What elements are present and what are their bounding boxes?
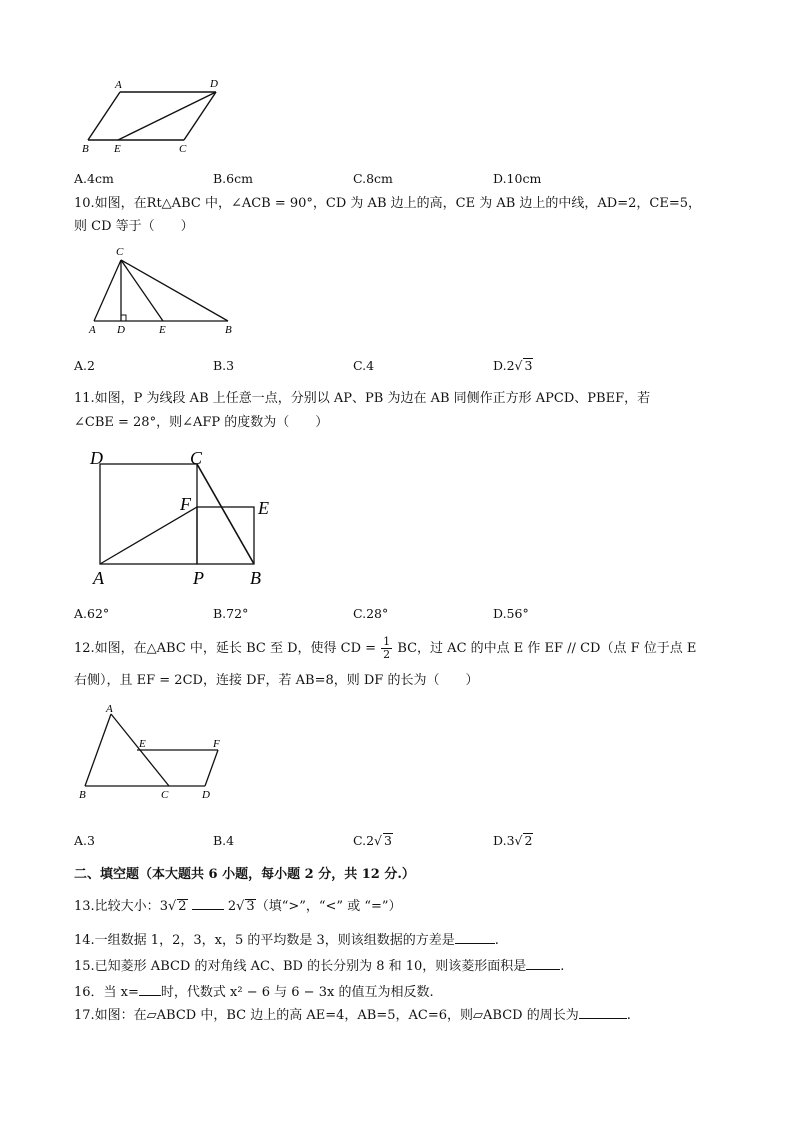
q9-label-a: A: [115, 79, 122, 91]
q13-suffix: （填“>”，“<” 或 “=”）: [255, 899, 402, 914]
q10-label-c: C: [116, 246, 124, 258]
q14-answer-blank[interactable]: [455, 931, 495, 944]
q12-stem-line1: [74, 636, 696, 661]
q11-stem-line1: 11.如图，P 为线段 AB 上任意一点，分别以 AP、PB 为边在 AB 同侧作正方形 APCD、PBEF，若: [74, 391, 651, 406]
q11-segment-cb: [197, 464, 254, 564]
q16-text-a: 16．当 x=: [74, 985, 139, 1000]
q11-label-d: D: [90, 448, 103, 468]
q11-label-p: P: [193, 568, 204, 588]
q12-label-a: A: [106, 703, 113, 715]
q12-figure: [75, 700, 235, 804]
q12-stem-line2: 右侧），且 EF = 2CD，连接 DF，若 AB=8，则 DF 的长为（ ）: [74, 673, 479, 688]
q10-side-cb: [121, 260, 228, 321]
q12-side-ab: [85, 714, 111, 786]
q10-right-angle-mark: [121, 315, 126, 321]
q12-option-d-coef: 3: [506, 833, 515, 848]
q9-figure: [70, 62, 240, 158]
q13-a-radicand: 2: [178, 899, 187, 914]
q10-stem-line2: 则 CD 等于（ ）: [74, 219, 194, 234]
q12-label-c: C: [161, 789, 169, 801]
q12-label-d: D: [202, 789, 210, 801]
q10-side-ac: [94, 260, 121, 321]
q15-end: .: [560, 959, 565, 974]
q10-median-ce: [121, 260, 163, 321]
q11-label-f: F: [180, 494, 191, 514]
q9-label-e: E: [114, 143, 121, 155]
q10-option-c[interactable]: C.4: [353, 358, 375, 373]
q12-option-d-radicand: 2: [524, 833, 533, 848]
q11-option-a[interactable]: A.62°: [74, 606, 110, 621]
section-2-heading: 二、填空题（本大题共 6 小题，每小题 2 分，共 12 分.）: [74, 867, 415, 882]
q10-figure: [80, 243, 250, 335]
q12-option-c-coef: 2: [366, 833, 375, 848]
q13-b-coef: 2: [227, 899, 237, 914]
q13-answer-blank[interactable]: [192, 897, 224, 910]
q10-option-d-radicand: 3: [524, 358, 533, 373]
q9-option-d[interactable]: D.10cm: [493, 171, 542, 186]
q13-stem: 13.比较大小：3√ 2 2√ 3（填“>”，“<” 或 “=”）: [74, 899, 402, 914]
q14-end: .: [494, 933, 499, 948]
q12-stem-line1-b: BC，过 AC 的中点 E 作 EF // CD（点 F 位于点 E: [397, 641, 697, 656]
q9-label-b: B: [82, 143, 89, 155]
q12-label-e: E: [139, 738, 146, 750]
q10-label-a: A: [89, 324, 96, 335]
q16-text-b: 时，代数式 x² − 6 与 6 − 3x 的值互为相反数.: [160, 985, 434, 1000]
q9-option-b[interactable]: B.6cm: [213, 171, 253, 186]
q12-option-d[interactable]: D.3√ 2: [493, 833, 533, 848]
q17-answer-blank[interactable]: [579, 1006, 627, 1019]
q12-option-c[interactable]: C.2√ 3: [353, 833, 392, 848]
q12-fraction-numerator: 1: [383, 635, 391, 648]
q16-stem: [74, 983, 434, 1002]
q17-text: 17.如图：在▱ABCD 中，BC 边上的高 AE=4，AB=5，AC=6，则▱ABCD 的周长为: [74, 1008, 579, 1023]
q11-option-d[interactable]: D.56°: [493, 606, 529, 621]
q11-stem-line2: ∠CBE = 28°，则∠AFP 的度数为（ ）: [74, 415, 329, 430]
q10-option-d-coef: 2: [506, 358, 515, 373]
q9-label-d: D: [210, 78, 218, 90]
q11-label-c: C: [190, 448, 203, 468]
q12-fraction: [381, 636, 392, 661]
q12-segment-df: [205, 750, 218, 786]
q11-label-e: E: [258, 498, 269, 518]
q9-option-c[interactable]: C.8cm: [353, 171, 393, 186]
q10-label-d: D: [117, 324, 125, 335]
q11-option-b[interactable]: B.72°: [213, 606, 249, 621]
q10-option-b[interactable]: B.3: [213, 358, 235, 373]
q11-figure: [82, 444, 282, 590]
q13-a-coef: 3: [159, 899, 168, 914]
q12-option-b[interactable]: B.4: [213, 833, 235, 848]
q11-square-apcd: [100, 464, 197, 564]
q15-answer-blank[interactable]: [526, 957, 560, 970]
q9-segment-ed: [118, 92, 216, 140]
q11-label-b: B: [250, 568, 261, 588]
q9-edge-ab: [88, 92, 120, 140]
q11-segment-af: [100, 507, 197, 564]
q12-option-c-radicand: 3: [384, 833, 392, 848]
q12-stem-line1-a: 12.如图，在△ABC 中，延长 BC 至 D，使得 CD =: [74, 641, 377, 656]
q13-b-radicand: 3: [246, 899, 255, 914]
q12-label-f: F: [213, 738, 220, 750]
q14-stem: [74, 931, 499, 950]
q12-fraction-denominator: 2: [383, 648, 391, 661]
q12-option-d-prefix: D.: [493, 833, 507, 848]
q10-option-d-prefix: D.: [493, 358, 507, 373]
q11-label-a: A: [93, 568, 104, 588]
q12-option-a[interactable]: A.3: [74, 833, 95, 848]
q13-prefix: 13.比较大小：: [74, 899, 160, 914]
q14-text: 14.一组数据 1，2，3，x，5 的平均数是 3，则该组数据的方差是: [74, 933, 455, 948]
q10-option-a[interactable]: A.2: [74, 358, 95, 373]
q12-label-b: B: [79, 789, 86, 801]
q15-stem: [74, 957, 564, 976]
q10-stem-line1: 10.如图，在Rt△ABC 中，∠ACB = 90°，CD 为 AB 边上的高，CE 为 AB 边上的中线，AD=2，CE=5，: [74, 196, 701, 211]
q10-label-b: B: [225, 324, 232, 335]
q16-answer-blank[interactable]: [139, 983, 161, 996]
q17-stem: [74, 1006, 631, 1025]
q9-option-a[interactable]: A.4cm: [74, 171, 114, 186]
q11-option-c[interactable]: C.28°: [353, 606, 389, 621]
q10-option-d[interactable]: D.2√ 3: [493, 358, 533, 373]
q9-label-c: C: [179, 143, 187, 155]
q15-text: 15.已知菱形 ABCD 的对角线 AC、BD 的长分别为 8 和 10，则该菱形面积是: [74, 959, 527, 974]
q10-label-e: E: [159, 324, 166, 335]
q17-end: .: [626, 1008, 631, 1023]
q12-option-c-prefix: C.: [353, 833, 367, 848]
